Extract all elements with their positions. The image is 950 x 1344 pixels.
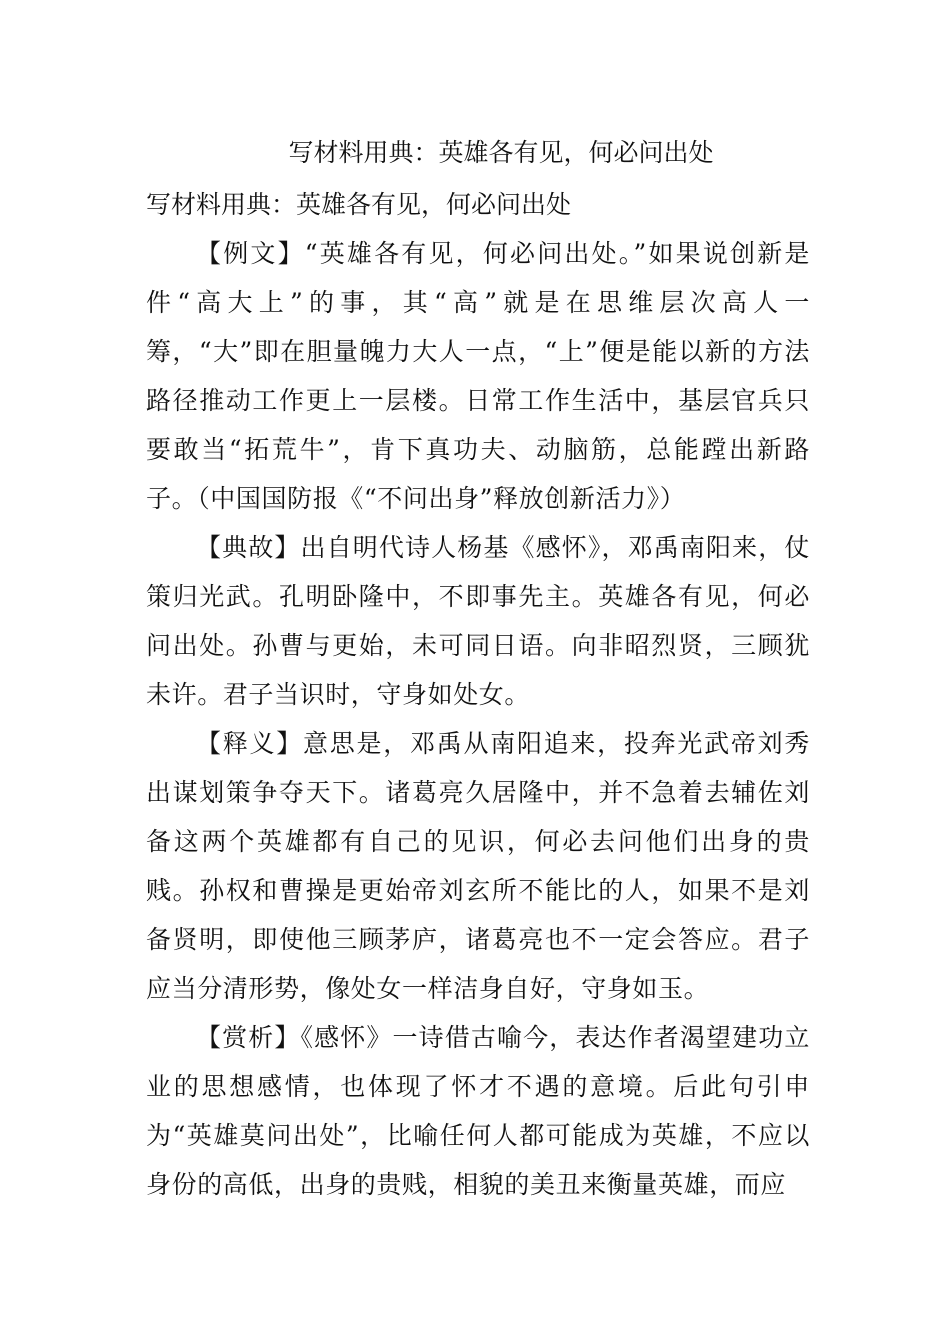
paragraph-text: 《感怀》一诗借古喻今，表达作者渴望建功立业的思想感情，也体现了怀才不遇的意境。后此句引申为“英雄莫问出处”，比喻任何人都可能成为英雄，不应以身份的高低，出身的贵贱，相貌的美丑来衡量英雄，而应 [146, 1023, 810, 1199]
paragraph-text: “英雄各有见，何必问出处。”如果说创新是件“高大上”的事，其“高”就是在思维层次高人一筹，“大”即在胆量魄力大人一点，“上”便是能以新的方法路径推动工作更上一层楼。日常工作生活中，基层官兵只要敢当“拓荒牛”，肯下真功夫、动脑筋，总能蹚出新路子。（中国国防报《“不问出身”释放创新活力》） [146, 239, 810, 513]
paragraph-text: 意思是，邓禹从南阳追来，投奔光武帝刘秀出谋划策争夺天下。诸葛亮久居隆中，并不急着去辅佐刘备这两个英雄都有自己的见识，何必去问他们出身的贵贱。孙权和曹操是更始帝刘玄所不能比的人，如果不是刘备贤明，即使他三顾茅庐，诸葛亮也不一定会答应。君子应当分清形势，像处女一样洁身自好，守身如玉。 [146, 729, 810, 1003]
paragraph-example [146, 229, 810, 523]
paragraph-label: 【释义】 [196, 729, 303, 758]
paragraph-label: 【例文】 [196, 239, 305, 268]
paragraph-appreciation [146, 1013, 810, 1209]
document-subtitle: 写材料用典：英雄各有见，何必问出处 [146, 190, 572, 219]
paragraph-label: 【赏析】 [196, 1023, 301, 1052]
paragraph-allusion [146, 523, 810, 719]
document-title: 写材料用典：英雄各有见，何必问出处 [288, 138, 714, 167]
paragraph-label: 【典故】 [196, 533, 301, 562]
paragraph-interpretation [146, 719, 810, 1013]
document-body [146, 180, 810, 1209]
paragraph-text: 出自明代诗人杨基《感怀》，邓禹南阳来，仗策归光武。孔明卧隆中，不即事先主。英雄各有见，何必问出处。孙曹与更始，未可同日语。向非昭烈贤，三顾犹未许。君子当识时，守身如处女。 [146, 533, 810, 709]
